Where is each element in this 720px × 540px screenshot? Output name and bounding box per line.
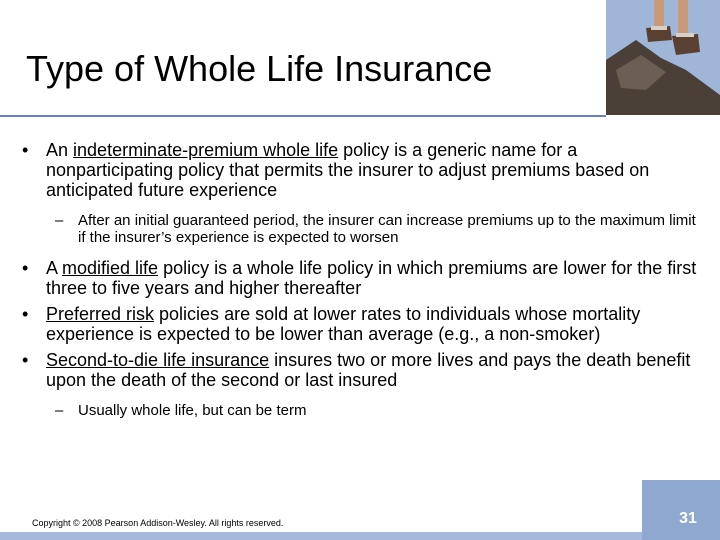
- term-link[interactable]: Second-to-die life insurance: [46, 350, 270, 370]
- sub-bullet-text: After an initial guaranteed period, the insurer can increase premiums up to the maximum limit if the insurer’s experience is expected to worsen: [78, 212, 696, 246]
- bullet-marker: •: [22, 304, 29, 324]
- copyright-notice: Copyright © 2008 Pearson Addison-Wesley. All rights reserved.: [32, 518, 284, 528]
- sub-bullet-item: [22, 212, 702, 246]
- bullet-item: [22, 140, 702, 200]
- sub-bullet-marker: –: [55, 212, 64, 229]
- sub-bullet-item: [22, 402, 702, 419]
- term-link[interactable]: indeterminate-premium whole life: [73, 140, 339, 160]
- bullet-list: [22, 140, 702, 431]
- title-divider: [0, 115, 606, 117]
- bullet-marker: •: [22, 140, 29, 160]
- sub-bullet-text: Usually whole life, but can be term: [78, 402, 307, 419]
- hiker-photo: [606, 0, 720, 115]
- bullet-item: [22, 304, 702, 344]
- page-number-box: [642, 480, 720, 540]
- bullet-text: insures two or more lives and pays the death benefit upon the death of the second or last insured: [46, 350, 691, 390]
- bullet-item: [22, 350, 702, 390]
- bullet-text: policy is a generic name for a nonparticipating policy that permits the insurer to adjust premiums based on anticipated future experience: [46, 140, 650, 200]
- bullet-item: [22, 258, 702, 298]
- bullet-text-prefix: A: [46, 258, 63, 278]
- sub-bullet-marker: –: [55, 402, 64, 419]
- page-number: 31: [679, 510, 697, 527]
- bullet-text-prefix: An: [46, 140, 74, 160]
- bullet-marker: •: [22, 350, 29, 370]
- bullet-marker: •: [22, 258, 29, 278]
- term-link[interactable]: Preferred risk: [46, 304, 155, 324]
- slide-title: Type of Whole Life Insurance: [26, 48, 493, 89]
- footer-bar: [0, 532, 720, 540]
- bullet-text: policies are sold at lower rates to individuals whose mortality experience is expected to be lower than average (e.g., a non-smoker): [46, 304, 641, 344]
- term-link[interactable]: modified life: [62, 258, 159, 278]
- hiker-climbing-image: [606, 0, 720, 115]
- bullet-text: policy is a whole life policy in which premiums are lower for the first three to five years and higher thereafter: [46, 258, 697, 298]
